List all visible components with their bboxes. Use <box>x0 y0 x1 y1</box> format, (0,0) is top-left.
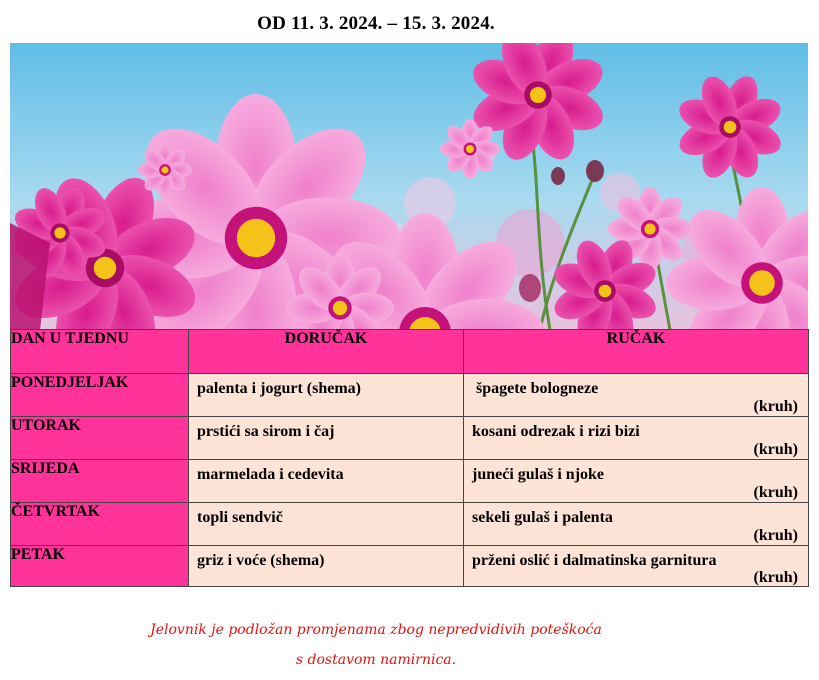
lunch-bread-note: (kruh) <box>753 398 798 415</box>
breakfast-cell <box>189 460 464 503</box>
lunch-text: prženi oslić i dalmatinska garnitura <box>472 552 717 569</box>
breakfast-cell <box>189 417 464 460</box>
flowers-photo <box>10 43 808 330</box>
day-cell: PETAK <box>11 546 189 587</box>
lunch-text: juneći gulaš i njoke <box>472 466 605 483</box>
menu-table <box>10 329 809 587</box>
table-row <box>11 374 809 417</box>
breakfast-cell <box>189 374 464 417</box>
lunch-bread-note: (kruh) <box>753 527 798 544</box>
lunch-bread-note: (kruh) <box>753 441 798 458</box>
menu-change-note: Jelovnik je podložan promjenama zbog nepredvidivih poteškoća <box>150 622 602 638</box>
header-lunch: RUČAK <box>464 330 809 374</box>
breakfast-cell <box>189 546 464 587</box>
lunch-cell <box>464 503 809 546</box>
day-cell: PONEDJELJAK <box>11 374 189 417</box>
table-row <box>11 417 809 460</box>
lunch-cell <box>464 374 809 417</box>
header-breakfast: DORUČAK <box>189 330 464 374</box>
day-cell: UTORAK <box>11 417 189 460</box>
lunch-text: kosani odrezak i rizi bizi <box>472 423 640 440</box>
breakfast-text: palenta i jogurt (shema) <box>197 380 361 397</box>
lunch-bread-note: (kruh) <box>753 569 798 586</box>
page-title: OD 11. 3. 2024. – 15. 3. 2024. <box>257 13 495 34</box>
menu-change-note-line2: s dostavom namirnica. <box>295 652 457 668</box>
breakfast-text: topli sendvič <box>197 509 283 526</box>
table-row <box>11 460 809 503</box>
lunch-cell <box>464 417 809 460</box>
breakfast-text: prstići sa sirom i čaj <box>197 423 335 440</box>
breakfast-text: marmelada i cedevita <box>197 466 344 483</box>
table-row <box>11 503 809 546</box>
lunch-cell <box>464 460 809 503</box>
lunch-cell <box>464 546 809 587</box>
breakfast-text: griz i voće (shema) <box>197 552 325 569</box>
lunch-bread-note: (kruh) <box>753 484 798 501</box>
table-header-row <box>11 330 809 374</box>
lunch-text: špagete bologneze <box>472 380 599 397</box>
day-cell: ČETVRTAK <box>11 503 189 546</box>
breakfast-cell <box>189 503 464 546</box>
lunch-text: sekeli gulaš i palenta <box>472 509 613 526</box>
header-day: DAN U TJEDNU <box>11 330 189 374</box>
table-row <box>11 546 809 587</box>
day-cell: SRIJEDA <box>11 460 189 503</box>
